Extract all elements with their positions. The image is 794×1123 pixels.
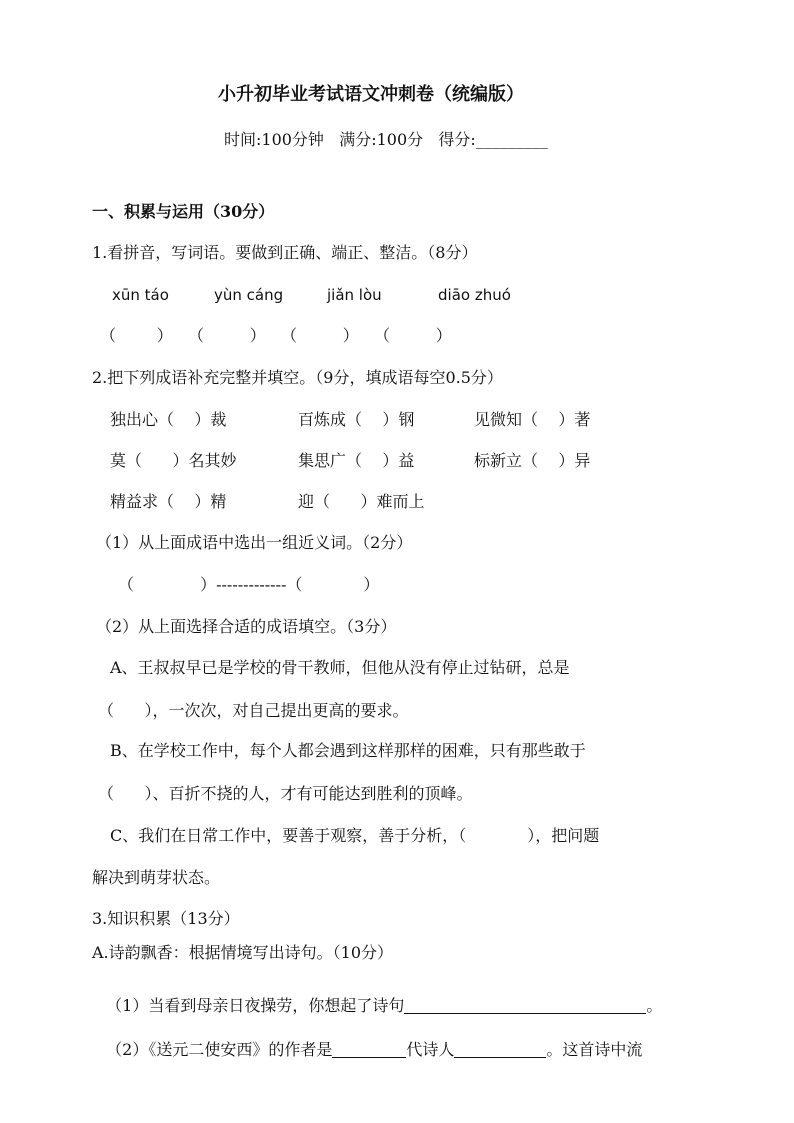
sentence-b-line-1: B、在学校工作中，每个人都会遇到这样那样的困难，只有那些敢于 [110,741,586,760]
sub-question-2: （2）从上面选择合适的成语填空。（3分） [96,617,397,636]
pinyin-3: jiǎn lòu [327,286,382,304]
answer-blanks-row[interactable]: （ ） （ ） （ ） （ ） [100,326,452,345]
poem-question-2-mid: 代诗人 [406,1040,455,1059]
idiom-item[interactable]: 莫（ ）名其妙 [110,451,237,470]
poem-question-1-end: 。 [646,996,663,1015]
answer-underline[interactable] [404,997,646,1014]
poet-underline[interactable] [454,1041,546,1058]
pinyin-4: diāo zhuó [438,286,511,304]
idiom-item[interactable]: 百炼成（ ）钢 [298,410,415,429]
idiom-item[interactable]: 见微知（ ）著 [474,410,591,429]
poem-question-1-text: （1）当看到母亲日夜操劳，你想起了诗句 [106,996,405,1015]
poem-question-2-pre: （2）《送元二使安西》的作者是 [106,1040,333,1059]
page-title: 小升初毕业考试语文冲刺卷（统编版） [218,84,524,105]
section-heading: 一、积累与运用（30分） [92,202,275,221]
idiom-item[interactable]: 独出心（ ）裁 [110,410,227,429]
dynasty-underline[interactable] [332,1041,406,1058]
idiom-item[interactable]: 迎（ ）难而上 [298,492,425,511]
part-a-heading: A.诗韵飘香：根据情境写出诗句。（10分） [92,943,394,962]
synonym-answer-line[interactable]: （ ）-------------（ ） [118,575,380,594]
question-2-prompt: 2.把下列成语补充完整并填空。（9分，填成语每空0.5分） [92,368,503,387]
question-3-prompt: 3.知识积累（13分） [92,909,240,928]
pinyin-2: yùn cáng [214,286,284,304]
sentence-b-line-2[interactable]: （ ）、百折不挠的人，才有可能达到胜利的顶峰。 [98,784,473,803]
sentence-a-line-1: A、王叔叔早已是学校的骨干教师，但他从没有停止过钻研，总是 [110,658,570,677]
sentence-a-line-2[interactable]: （ ），一次次，对自己提出更高的要求。 [98,701,409,720]
idiom-item[interactable]: 集思广（ ）益 [298,451,415,470]
idiom-item[interactable]: 标新立（ ）异 [474,451,591,470]
poem-question-1 [96,981,662,1014]
sentence-c-line-2: 解决到萌芽状态。 [92,868,221,887]
poem-question-2 [96,1025,642,1058]
exam-meta: 时间:100分钟 满分:100分 得分:_________ [224,130,548,149]
pinyin-1: xūn táo [112,286,169,304]
sub-question-1: （1）从上面成语中选出一组近义词。（2分） [96,533,413,552]
question-1-prompt: 1.看拼音，写词语。要做到正确、端正、整洁。（8分） [92,243,478,262]
sentence-c-line-1[interactable]: C、我们在日常工作中，要善于观察，善于分析，（ ），把问题 [110,826,600,845]
poem-question-2-end: 。这首诗中流 [546,1040,643,1059]
idiom-item[interactable]: 精益求（ ）精 [110,492,227,511]
